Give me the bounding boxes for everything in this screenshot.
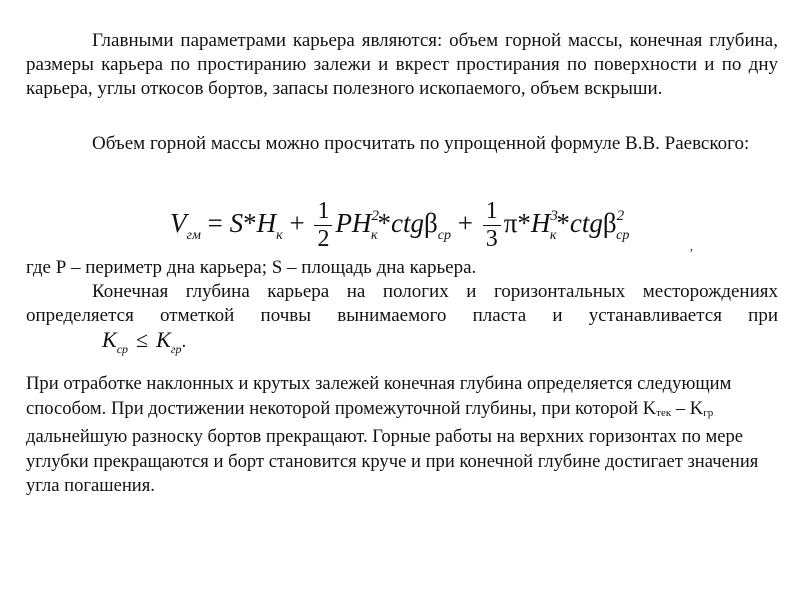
formula-ph-sup: 2	[371, 208, 379, 224]
formula-beta-2-sup: 2	[616, 208, 625, 224]
cond-k1-sub: ср	[116, 342, 129, 356]
k-tek-sub: тек	[656, 406, 672, 419]
final-depth-body: Конечная глубина карьера на пологих и горизонтальных месторождениях определяется отметкой почвы вынимаемого пласта и устанавливается при	[26, 281, 778, 326]
formula-s: S	[229, 208, 244, 238]
raevsky-formula	[170, 180, 730, 252]
formula-h: H	[256, 208, 277, 238]
formula-ctg-2: ctg	[569, 208, 603, 238]
condition-formula	[36, 328, 181, 361]
paragraph-volume-intro: Объем горной массы можно просчитать по упрощенной формуле В.В. Раевского:	[92, 133, 750, 154]
formula-star-3: *	[517, 208, 531, 238]
steep-text-b: дальнейшую разноску бортов прекращают. Горные работы на верхних горизонтах по мере углубки прекращаются и борт становится круче и при конечной глубине достигает значения угла погашения.	[26, 426, 759, 496]
cond-k1: K	[102, 327, 117, 352]
formula-beta-2: β	[602, 208, 617, 238]
formula-ctg-1: ctg	[391, 208, 424, 238]
formula-h-sub: к	[276, 228, 283, 243]
paragraph-final-depth-flat	[26, 256, 778, 361]
formula-ph-sub: к	[370, 228, 378, 243]
cond-k2-sub: гр	[170, 342, 182, 356]
final-depth-tail: .	[181, 331, 187, 352]
frac2-num: 1	[483, 198, 501, 226]
formula-ph: PH	[335, 208, 372, 238]
formula-beta-2-sub: ср	[616, 228, 630, 243]
cond-leq: ≤	[136, 327, 149, 352]
paragraph-steep-deposits	[26, 372, 786, 499]
formula-beta-1: β	[424, 208, 438, 238]
steep-text-a: При отработке наклонных и крутых залежей конечная глубина определяется следующим способом. При достижении некоторой промежуточной глубины, при которой	[26, 373, 732, 419]
formula-h-2: H	[530, 208, 551, 238]
k-dash: –	[671, 397, 690, 419]
cond-k2: K	[156, 327, 171, 352]
formula-eq: =	[200, 208, 230, 238]
where-definitions: где Р – периметр дна карьера; S – площадь дна карьера.	[26, 257, 477, 278]
formula-pi: π	[503, 208, 518, 238]
formula-v: V	[170, 208, 187, 238]
formula-trailing-mark: ,	[690, 239, 693, 253]
formula-h-cube: 3	[550, 208, 558, 224]
formula-fraction-half	[314, 198, 332, 253]
k-gr-sub: гр	[703, 406, 714, 419]
formula-star-1: *	[243, 208, 257, 238]
inline-k-expression	[643, 398, 714, 419]
formula-plus-1: +	[282, 208, 312, 238]
final-depth-text	[26, 280, 778, 361]
frac1-den: 2	[317, 226, 330, 253]
k-tek: K	[642, 397, 657, 419]
k-gr: K	[689, 397, 704, 419]
formula-v-sub: гм	[186, 228, 201, 243]
formula-h-2-sub: к	[549, 228, 557, 243]
formula-plus-2: +	[450, 208, 480, 238]
formula-fraction-third	[483, 198, 501, 253]
formula-star-2: *	[377, 208, 391, 238]
frac1-num: 1	[314, 198, 332, 226]
formula-beta-1-sub: ср	[437, 228, 451, 243]
formula-star-4: *	[556, 208, 570, 238]
frac2-den: 3	[485, 226, 498, 253]
paragraph-main-parameters: Главными параметрами карьера являются: объем горной массы, конечная глубина, размеры карьера по простиранию залежи и вкрест простирания по поверхности и по дну карьера, углы откосов бортов, запасы полезного ископаемого, объем вскрыши.	[26, 30, 778, 99]
